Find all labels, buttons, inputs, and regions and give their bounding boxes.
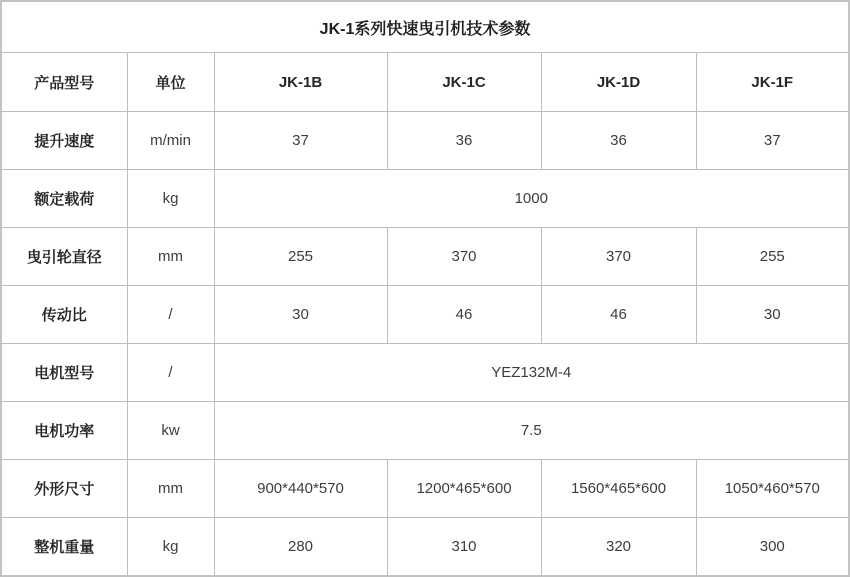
table-row-lifting-speed [1,112,849,170]
value-cell: 370 [541,228,696,286]
value-cell: 1560*465*600 [541,460,696,518]
unit-cell: / [127,344,214,402]
value-cell: 900*440*570 [214,460,387,518]
column-header-unit: 单位 [127,53,214,112]
value-cell: 255 [214,228,387,286]
table-row-transmission-ratio [1,286,849,344]
row-label: 曳引轮直径 [1,228,127,286]
unit-cell: kg [127,518,214,576]
table-title-row [1,1,849,53]
value-cell: 300 [696,518,849,576]
row-label: 电机功率 [1,402,127,460]
value-cell: 30 [696,286,849,344]
value-cell: 370 [387,228,541,286]
row-label: 整机重量 [1,518,127,576]
column-header-jk1c: JK-1C [387,53,541,112]
table-title: JK-1系列快速曳引机技术参数 [1,1,849,53]
table-row-overall-dimensions [1,460,849,518]
row-label: 电机型号 [1,344,127,402]
value-cell: 36 [541,112,696,170]
unit-cell: mm [127,460,214,518]
value-cell: 36 [387,112,541,170]
table-row-sheave-diameter [1,228,849,286]
unit-cell: kg [127,170,214,228]
value-cell: 1050*460*570 [696,460,849,518]
merged-value-cell: 1000 [214,170,849,228]
value-cell: 46 [387,286,541,344]
row-label: 传动比 [1,286,127,344]
row-label: 外形尺寸 [1,460,127,518]
value-cell: 255 [696,228,849,286]
value-cell: 37 [696,112,849,170]
value-cell: 1200*465*600 [387,460,541,518]
table-row-motor-model [1,344,849,402]
value-cell: 280 [214,518,387,576]
unit-cell: / [127,286,214,344]
column-header-jk1d: JK-1D [541,53,696,112]
value-cell: 30 [214,286,387,344]
merged-value-cell: YEZ132M-4 [214,344,849,402]
row-label: 提升速度 [1,112,127,170]
table-row-machine-weight [1,518,849,576]
table-header-row [1,53,849,112]
unit-cell: kw [127,402,214,460]
row-label: 额定载荷 [1,170,127,228]
column-header-jk1f: JK-1F [696,53,849,112]
table-row-motor-power [1,402,849,460]
unit-cell: m/min [127,112,214,170]
value-cell: 310 [387,518,541,576]
value-cell: 37 [214,112,387,170]
column-header-product-model: 产品型号 [1,53,127,112]
value-cell: 46 [541,286,696,344]
value-cell: 320 [541,518,696,576]
unit-cell: mm [127,228,214,286]
merged-value-cell: 7.5 [214,402,849,460]
table-row-rated-load [1,170,849,228]
column-header-jk1b: JK-1B [214,53,387,112]
